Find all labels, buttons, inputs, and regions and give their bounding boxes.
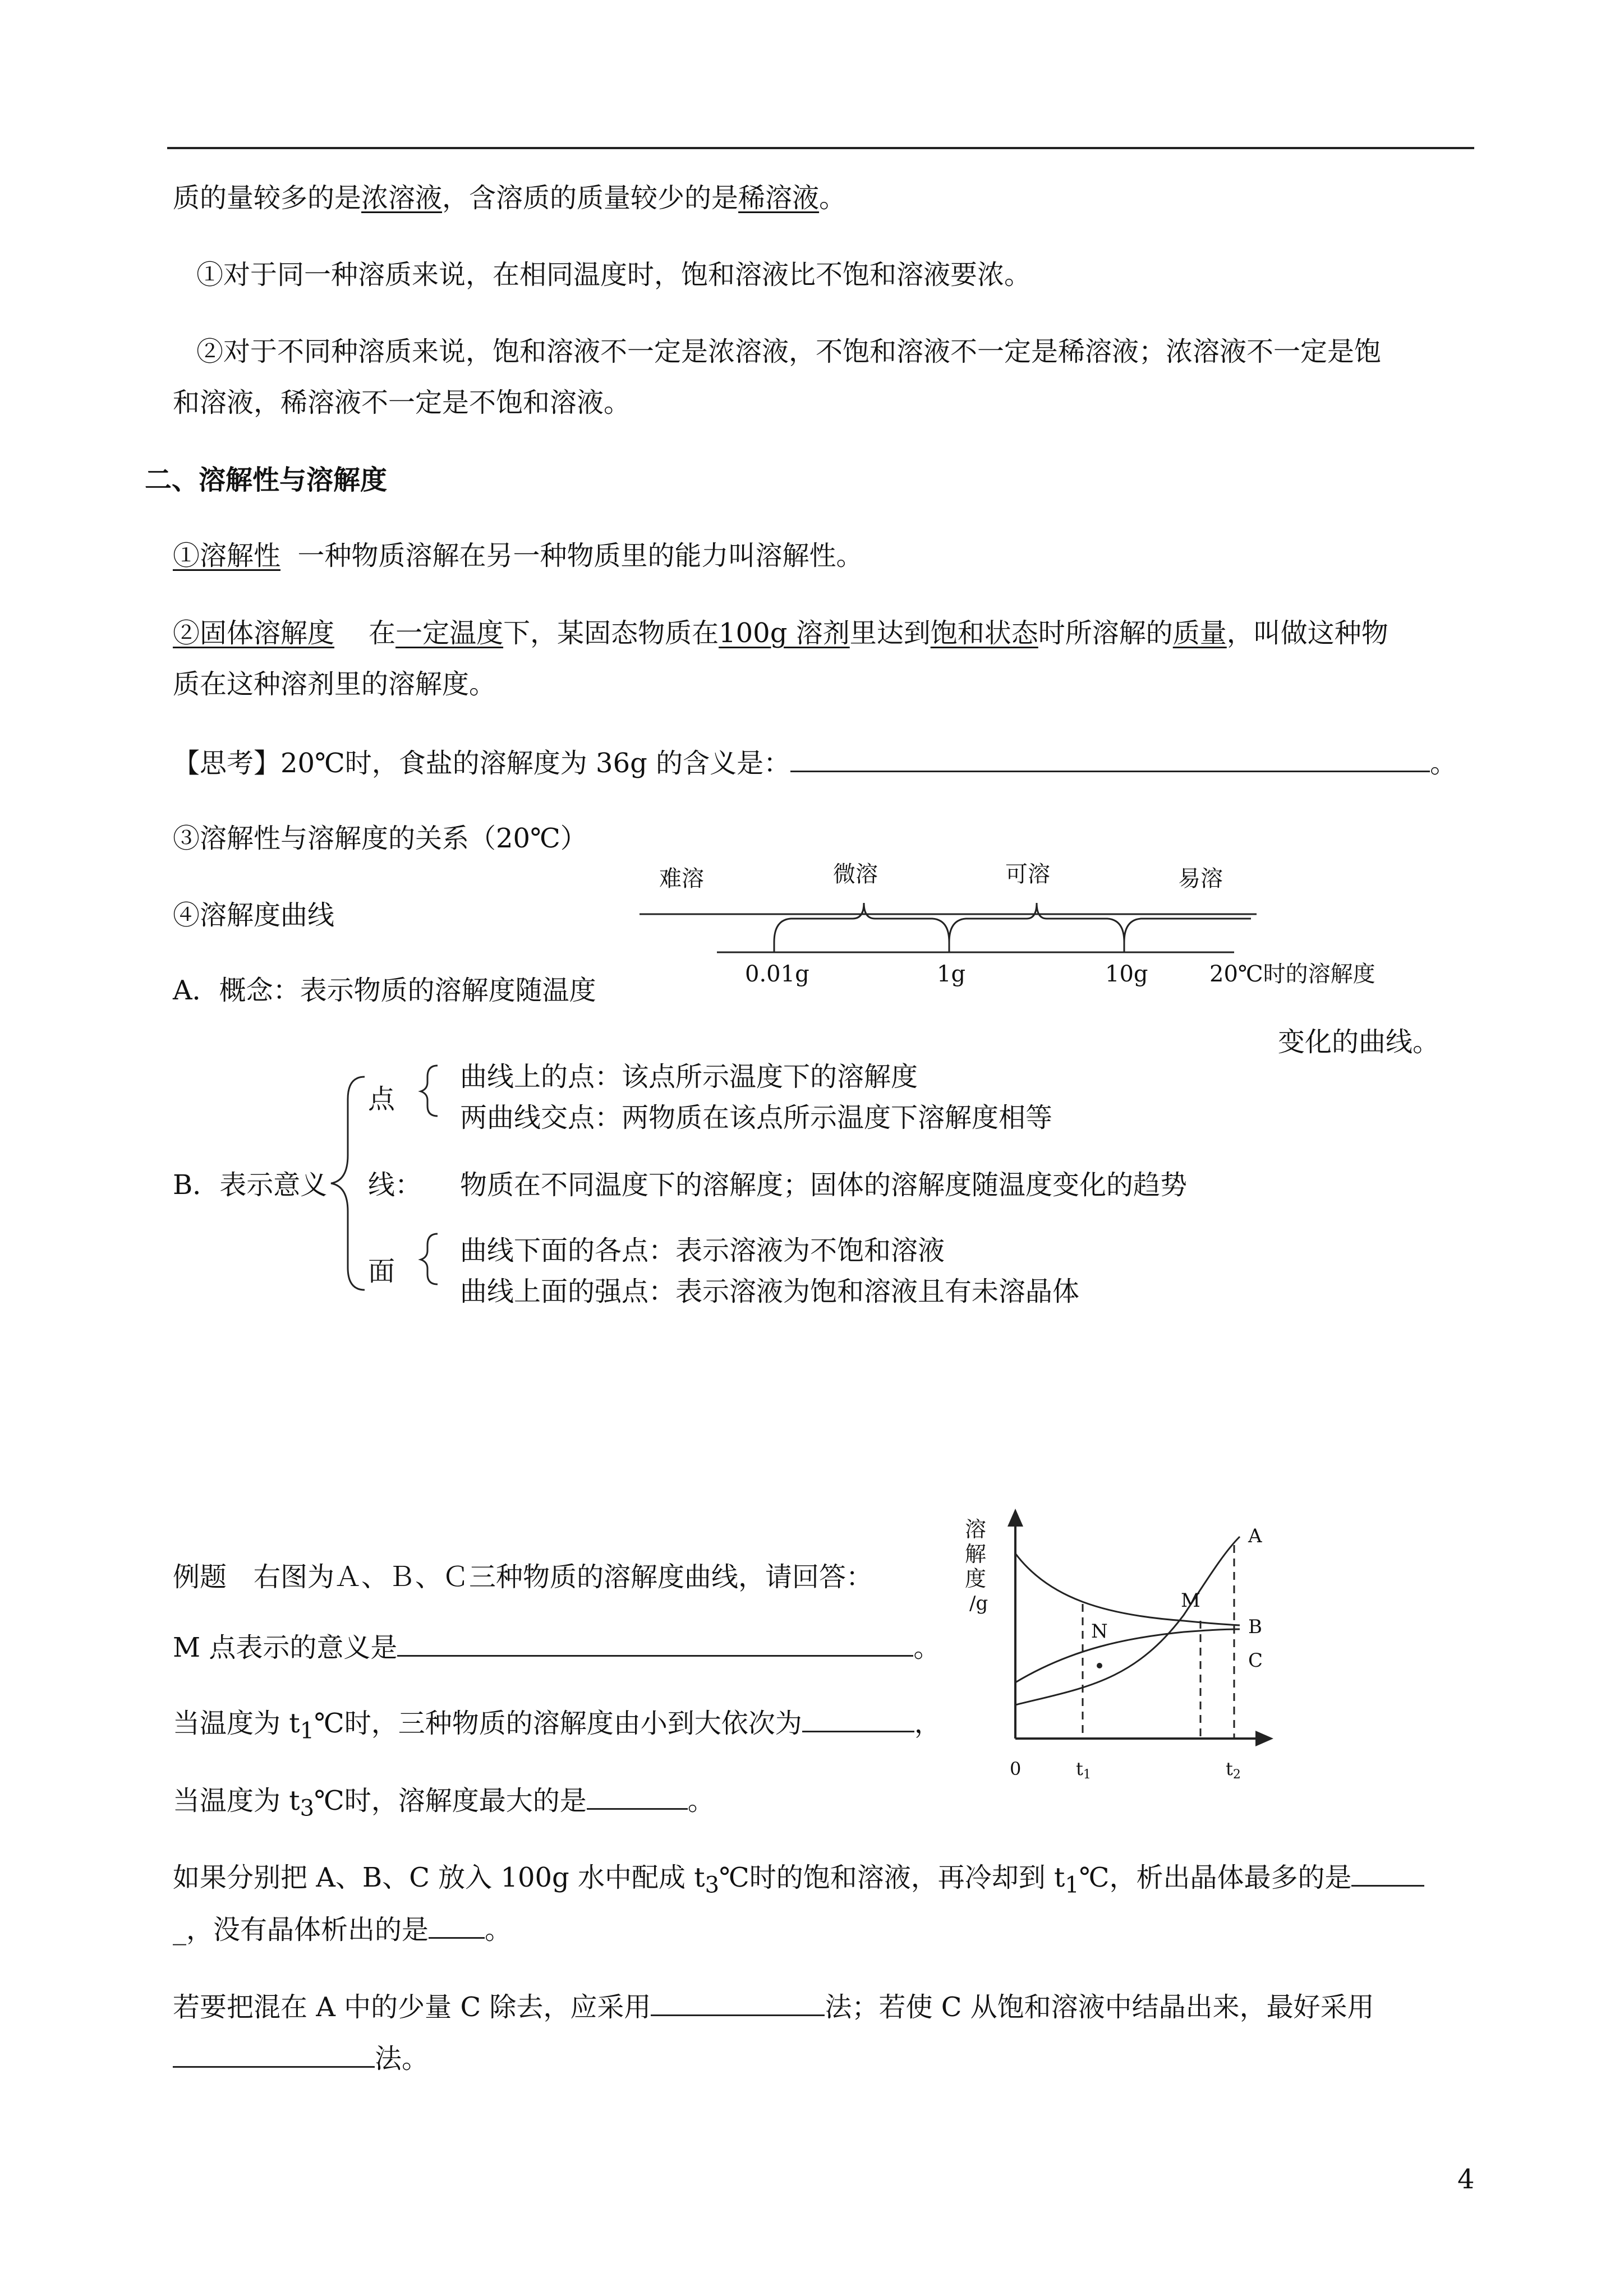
meaning-area-1: 曲线下面的各点：表示溶液为不饱和溶液 [460, 1235, 945, 1266]
question-m-point: M 点表示的意义是 。 [173, 1629, 940, 1665]
paragraph-concentrated-dilute: 质的量较多的是浓溶液，含溶质的质量较少的是稀溶液。 [173, 182, 846, 214]
point-N-dot [1097, 1663, 1102, 1668]
definition-solid-solubility-line2: 质在这种溶剂里的溶解度。 [173, 668, 496, 700]
category-very-soluble: 易溶 [1178, 866, 1223, 892]
relation-heading: ③溶解性与溶解度的关系（20℃） [173, 823, 587, 854]
meaning-line-text: 物质在不同温度下的溶解度；固体的溶解度随温度变化的趋势 [460, 1169, 1188, 1201]
graph-ylabel-3: 度 [965, 1566, 987, 1591]
tick-label-1g: 1g [937, 961, 966, 987]
answer-blank-crystallize-method[interactable] [173, 2040, 375, 2068]
solubility-curve-graph [948, 1503, 1296, 1795]
curve-heading: ④溶解度曲线 [173, 900, 335, 931]
paragraph-different-solute-line1: ②对于不同种溶质来说，饱和溶液不一定是浓溶液，不饱和溶液不一定是稀溶液；浓溶液不一定是饱 [196, 336, 1382, 367]
curve-label-C: C [1248, 1649, 1263, 1672]
header-rule [167, 147, 1474, 149]
graph-ylabel-1: 溶 [965, 1517, 987, 1542]
section-heading: 二、溶解性与溶解度 [145, 464, 388, 496]
point-label-N: N [1091, 1620, 1108, 1643]
question-crystallize-line2: _，没有晶体析出的是 。 [173, 1911, 512, 1947]
curve-label-A: A [1248, 1525, 1262, 1547]
concept-line2: 变化的曲线。 [1278, 1026, 1440, 1058]
point-label-M: M [1181, 1589, 1200, 1612]
page-number: 4 [1457, 2164, 1475, 2195]
concept-line1: A．概念：表示物质的溶解度随温度 [173, 975, 596, 1006]
meaning-line-label: 线： [368, 1169, 422, 1201]
meaning-area-2: 曲线上面的强点：表示溶液为饱和溶液且有未溶晶体 [460, 1276, 1080, 1307]
meaning-title: B．表示意义 [173, 1169, 328, 1201]
category-insoluble: 难溶 [659, 866, 704, 892]
x-axis-arrow [1255, 1731, 1273, 1746]
question-crystallize-line1: 如果分别把 A、B、C 放入 100g 水中配成 $t_3℃$时的饱和溶液，再冷却到 $t_1℃$，析出晶体最多的是 [173, 1859, 1424, 1902]
curve-A [1015, 1537, 1240, 1705]
think-question: 【思考】20℃时，食盐的溶解度为 36g 的含义是： 。 [173, 745, 1457, 780]
graph-ylabel-2: 解 [965, 1542, 987, 1566]
curve-C [1015, 1629, 1240, 1682]
question-separation-line1: 若要把混在 A 中的少量 C 除去，应采用 法；若使 C 从饱和溶液中结晶出来，最好采用 [173, 1989, 1374, 2024]
question-t1-order: 当温度为 $t_1℃$时，三种物质的溶解度由小到大依次为 ， [173, 1705, 941, 1748]
answer-blank-t1-order[interactable] [802, 1705, 914, 1732]
category-slightly-soluble: 微溶 [833, 861, 878, 887]
answer-blank-most-crystal[interactable] [1351, 1859, 1424, 1887]
answer-blank-no-crystal[interactable] [429, 1911, 485, 1939]
answer-blank-t3-max[interactable] [587, 1782, 688, 1810]
paragraph-different-solute-line2: 和溶液，稀溶液不一定是不饱和溶液。 [173, 387, 631, 418]
curve-B [1015, 1553, 1240, 1625]
tick-label-0.01g: 0.01g [745, 961, 809, 987]
answer-blank-m-point[interactable] [397, 1629, 913, 1657]
category-soluble: 可溶 [1005, 861, 1050, 887]
graph-ylabel-4: /g [969, 1592, 988, 1615]
paragraph-same-solute: ①对于同一种溶质来说，在相同温度时，饱和溶液比不饱和溶液要浓。 [196, 259, 1032, 291]
question-t3-max: 当温度为 $t_3℃$时，溶解度最大的是 。 [173, 1782, 715, 1825]
meaning-point-label: 点 [368, 1084, 395, 1115]
tick-label-10g: 10g [1105, 961, 1148, 987]
definition-solid-solubility: ②固体溶解度 在一定温度下，某固态物质在100g 溶剂里达到饱和状态时所溶解的质量，叫做这种物 [173, 617, 1388, 649]
example-intro: 例题 右图为Ａ、Ｂ、Ｃ三种物质的溶解度曲线，请回答： [173, 1561, 873, 1593]
y-axis-arrow [1007, 1509, 1023, 1527]
answer-blank-think[interactable] [790, 745, 1430, 772]
question-separation-line2: 法。 [173, 2040, 429, 2076]
term-dilute: 稀溶液 [738, 182, 820, 214]
x-tick-0: 0 [1010, 1758, 1022, 1779]
solubility-scale-diagram [640, 847, 1402, 998]
x-tick-t1: t1 [1076, 1758, 1091, 1782]
x-tick-t2: t2 [1226, 1758, 1241, 1782]
meaning-area-label: 面 [368, 1256, 395, 1287]
answer-blank-separation[interactable] [651, 1989, 825, 2016]
scale-axis-label: 20℃时的溶解度 [1209, 961, 1375, 987]
meaning-point-1: 曲线上的点：该点所示温度下的溶解度 [460, 1061, 918, 1092]
term-concentrated: 浓溶液 [361, 182, 443, 214]
curve-label-B: B [1248, 1616, 1262, 1638]
definition-solubility: ①溶解性 一种物质溶解在另一种物质里的能力叫溶解性。 [173, 540, 863, 571]
meaning-point-2: 两曲线交点：两物质在该点所示温度下溶解度相等 [460, 1102, 1053, 1133]
